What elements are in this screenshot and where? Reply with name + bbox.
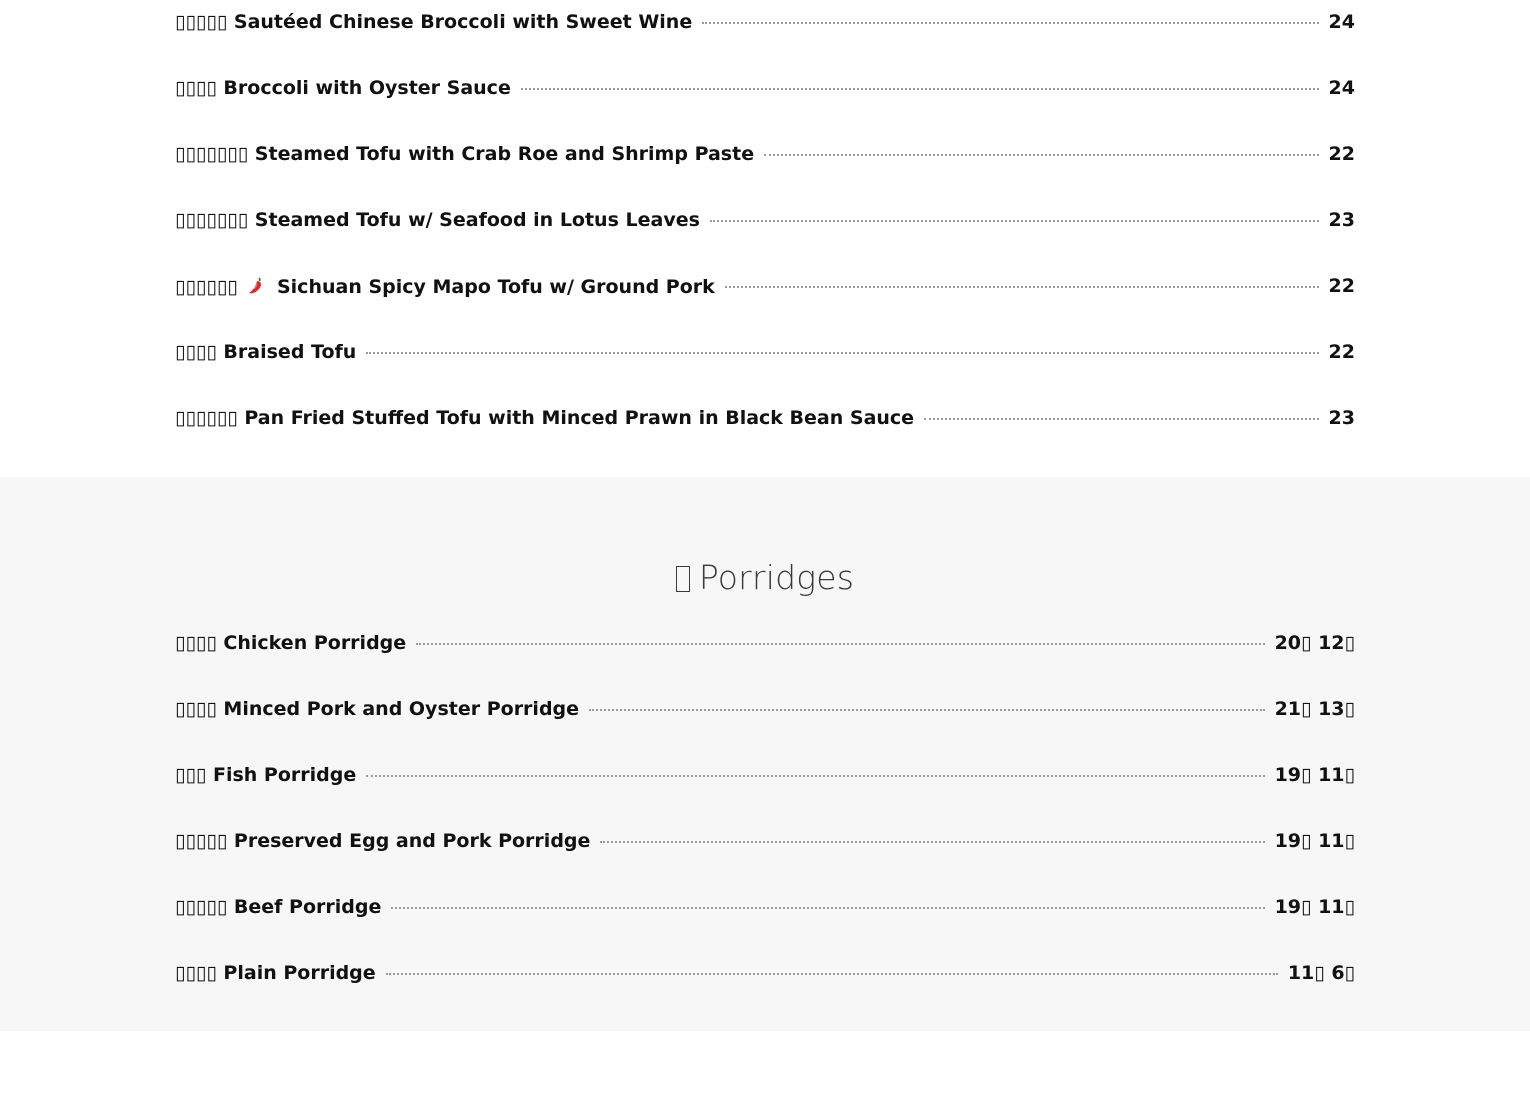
menu-item-name: ▯▯▯▯▯ Preserved Egg and Pork Porridge: [175, 829, 591, 852]
menu-item-price: 11▯ 6▯: [1287, 961, 1355, 984]
menu-item-name: ▯▯▯ Fish Porridge: [175, 763, 357, 786]
menu-item-name: ▯▯▯▯ Minced Pork and Oyster Porridge: [175, 697, 580, 720]
menu-item-name: ▯▯▯▯ Broccoli with Oyster Sauce: [175, 76, 511, 99]
menu-item: [175, 940, 1355, 1006]
dot-leader: [366, 352, 1318, 354]
menu-item: [175, 319, 1355, 385]
menu-item-price: 24: [1328, 76, 1355, 99]
dot-leader: [725, 286, 1319, 288]
dot-leader: [391, 907, 1264, 909]
menu-item-name-zh: ▯▯▯▯▯▯: [175, 275, 238, 298]
menu-item-name: ▯▯▯▯▯▯ Pan Fried Stuffed Tofu with Minced Prawn in Black Bean Sauce: [175, 406, 915, 429]
menu-item-price: 23: [1328, 406, 1355, 429]
menu-item-name: ▯▯▯▯ Braised Tofu: [175, 340, 357, 363]
menu-item-name: ▯▯▯▯▯ Beef Porridge: [175, 895, 382, 918]
menu-item-name: ▯▯▯▯▯▯▯ Steamed Tofu w/ Seafood in Lotus Leaves: [175, 208, 700, 231]
menu-item-name: ▯▯▯▯ Plain Porridge: [175, 961, 376, 984]
menu-item-price: 20▯ 12▯: [1274, 631, 1355, 654]
menu-item-price: 21▯ 13▯: [1274, 697, 1355, 720]
dot-leader: [764, 154, 1318, 156]
menu-item-price: 22: [1328, 274, 1355, 297]
dot-leader: [521, 88, 1319, 90]
dot-leader: [386, 973, 1278, 975]
dot-leader: [366, 775, 1264, 777]
menu-item-price: 23: [1328, 208, 1355, 231]
dot-leader: [702, 22, 1318, 24]
menu-item: [175, 808, 1355, 874]
menu-item: [175, 676, 1355, 742]
porridge-menu-list: [175, 610, 1355, 1006]
section-icon: [676, 566, 690, 592]
menu-item-price: 19▯ 11▯: [1274, 763, 1355, 786]
menu-item-price: 22: [1328, 142, 1355, 165]
menu-item: [175, 253, 1355, 319]
menu-item-name: [175, 276, 715, 297]
menu-item: [175, 742, 1355, 808]
dot-leader: [600, 841, 1264, 843]
menu-item-name: ▯▯▯▯▯▯▯ Steamed Tofu with Crab Roe and Shrimp Paste: [175, 142, 755, 165]
tofu-section: [0, 0, 1530, 477]
menu-item-name: ▯▯▯▯ Chicken Porridge: [175, 631, 407, 654]
menu-item: [175, 610, 1355, 676]
menu-item-price: 19▯ 11▯: [1274, 895, 1355, 918]
menu-item: [175, 385, 1355, 451]
dot-leader: [710, 220, 1319, 222]
menu-item: [175, 187, 1355, 253]
menu-item-name: ▯▯▯▯▯ Sautéed Chinese Broccoli with Sweet Wine: [175, 10, 693, 33]
dot-leader: [924, 418, 1318, 420]
section-title: [0, 558, 1530, 597]
menu-item: [175, 55, 1355, 121]
chili-pepper-icon: [246, 276, 266, 296]
section-title-text: Porridges: [698, 558, 855, 597]
menu-item: [175, 121, 1355, 187]
menu-item: [175, 0, 1355, 55]
tofu-menu-list: [175, 0, 1355, 451]
dot-leader: [589, 709, 1265, 711]
dot-leader: [416, 643, 1264, 645]
menu-item-name-en: Sichuan Spicy Mapo Tofu w/ Ground Pork: [276, 275, 715, 298]
menu-item: [175, 874, 1355, 940]
menu-item-price: 22: [1328, 340, 1355, 363]
menu-item-price: 19▯ 11▯: [1274, 829, 1355, 852]
menu-item-price: 24: [1328, 10, 1355, 33]
